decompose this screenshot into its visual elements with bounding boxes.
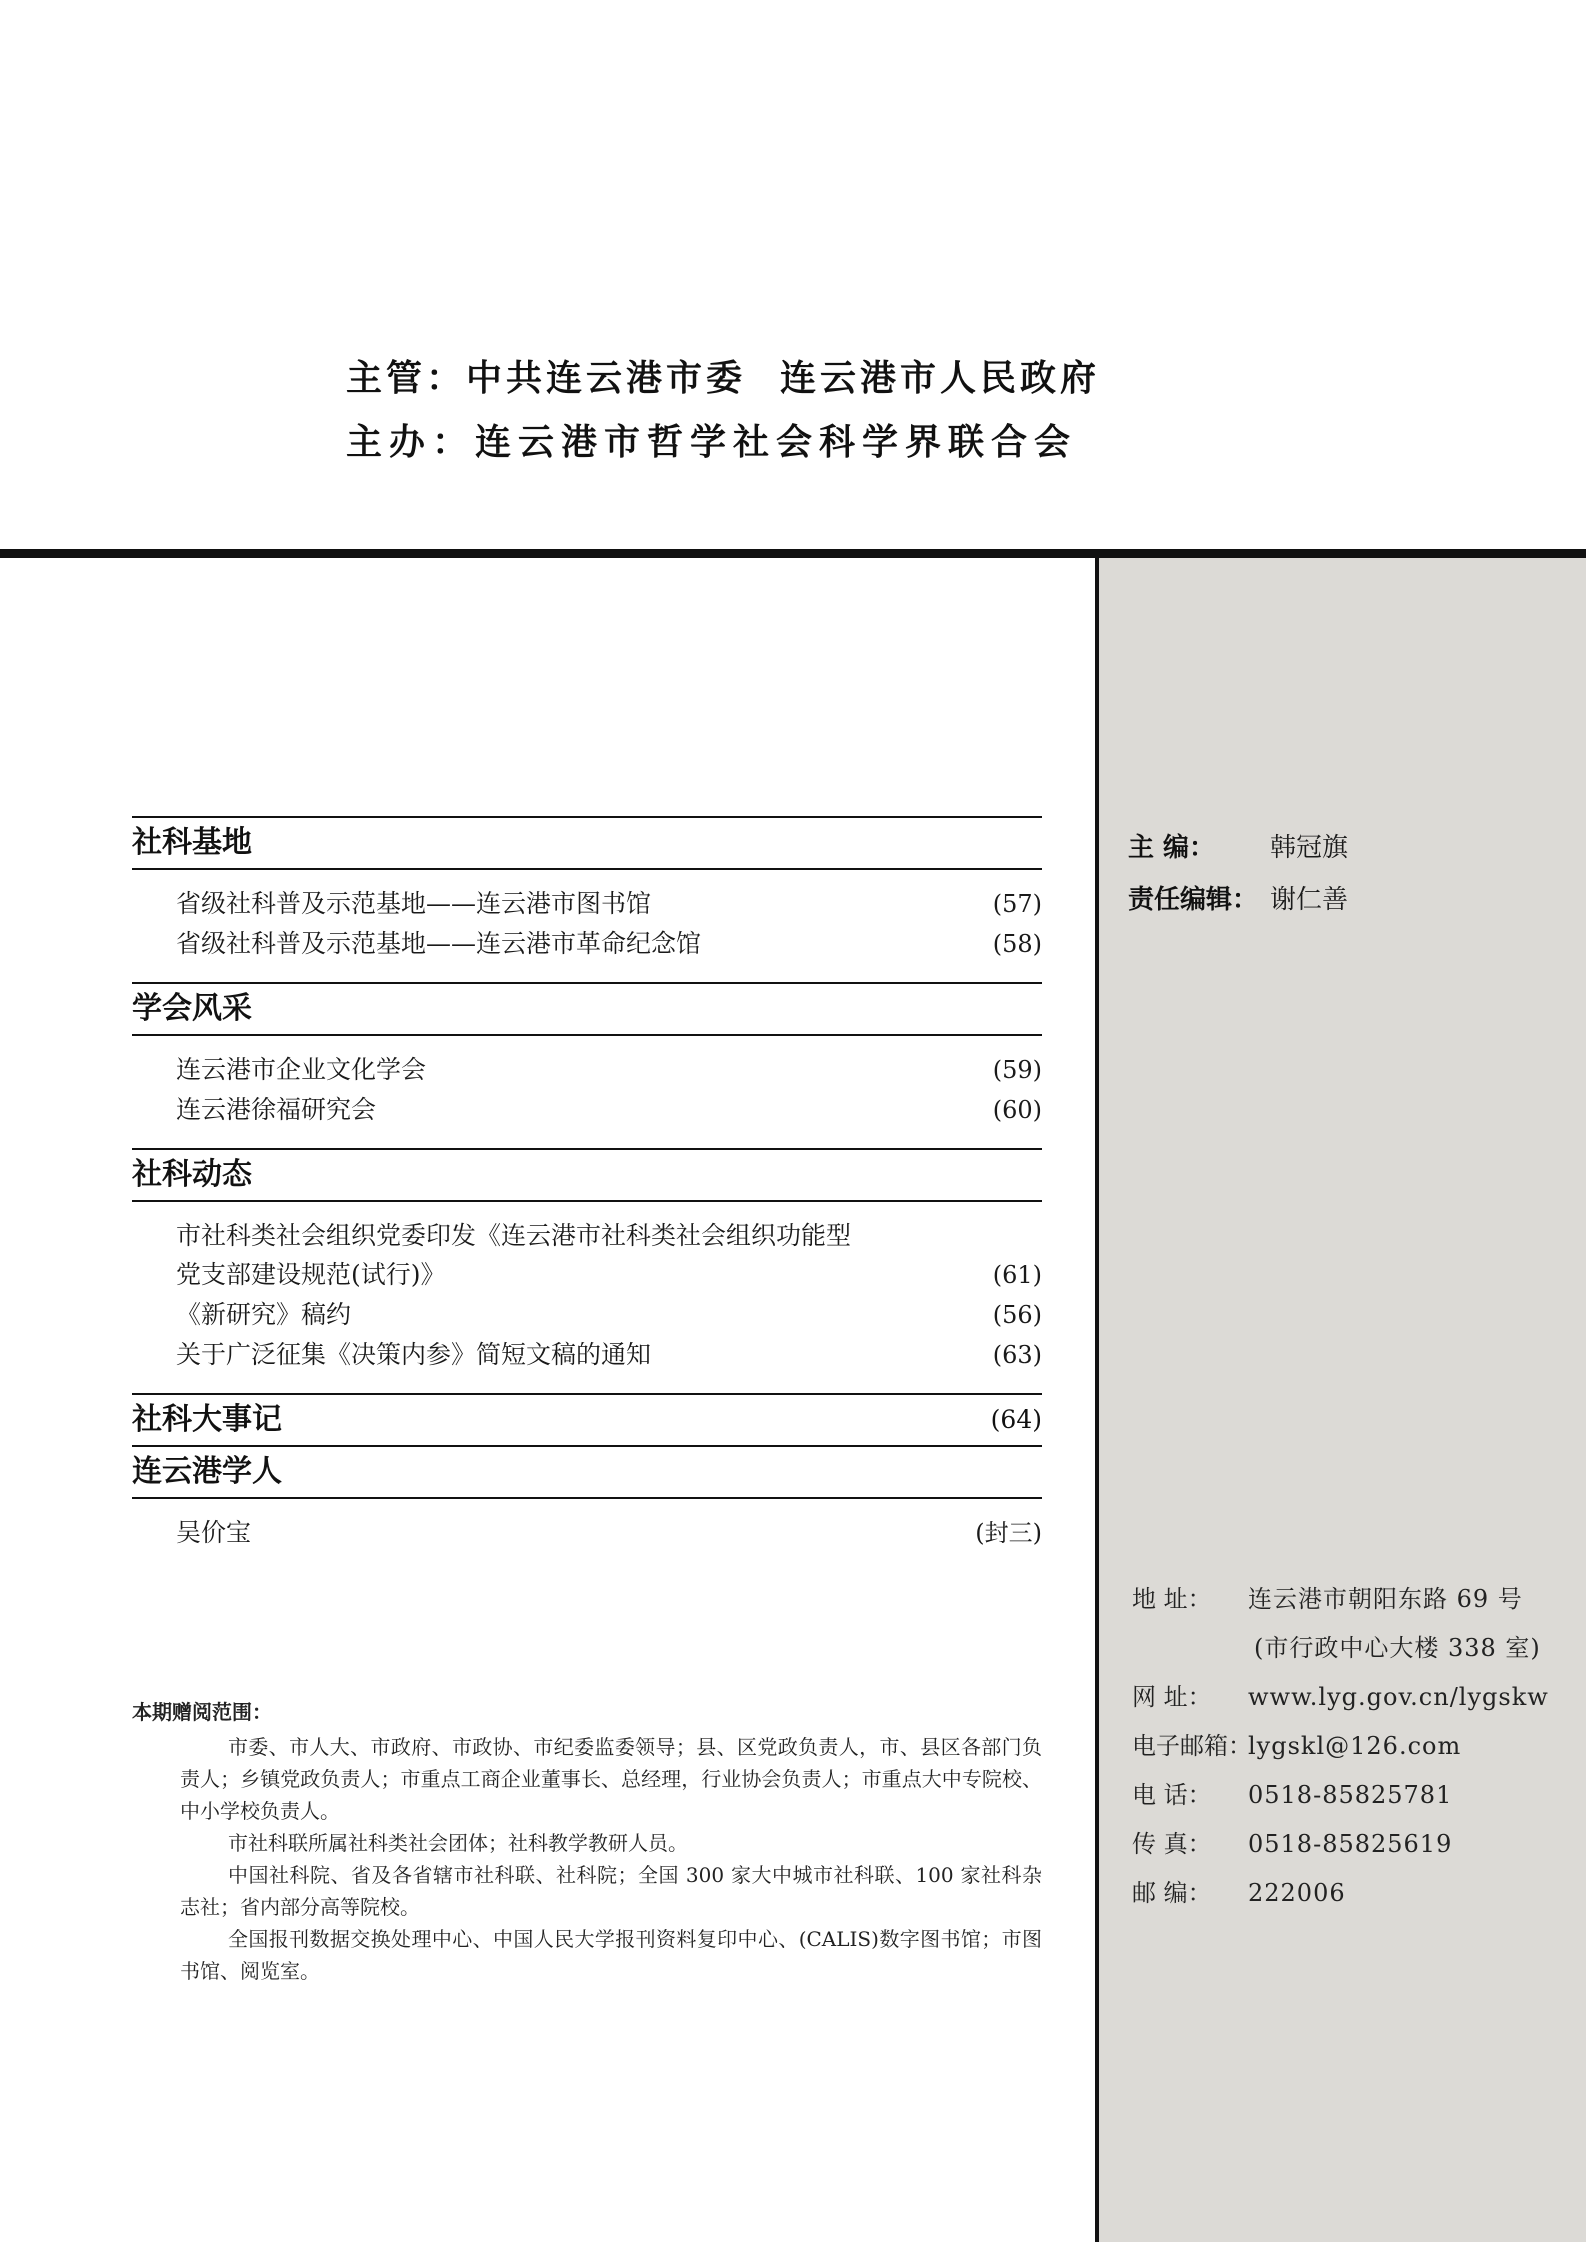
fax-row — [1132, 1820, 1549, 1869]
section-items — [132, 870, 1042, 982]
masthead — [0, 0, 1586, 552]
toc-entry[interactable]: 《新研究》稿约 (56) — [132, 1295, 1042, 1335]
top-divider-bar — [0, 549, 1586, 558]
phone-row — [1132, 1771, 1549, 1820]
page-number: (60) — [992, 1096, 1042, 1124]
section-items — [132, 1202, 1042, 1393]
address-label: 地 址： — [1132, 1585, 1212, 1613]
section-title: 社科基地 — [132, 825, 252, 860]
phone-value: 0518-85825781 — [1248, 1781, 1453, 1809]
supervisor-text-2: 连云港市人民政府 — [780, 358, 1101, 399]
address-value-2: (市行政中心大楼 338 室) — [1254, 1634, 1541, 1662]
page-number: (封三) — [975, 1519, 1042, 1547]
page-number: (63) — [992, 1341, 1042, 1369]
responsible-editor-name: 谢仁善 — [1270, 885, 1349, 915]
contact-info — [1132, 1575, 1549, 1918]
responsible-editor-label: 责任编辑： — [1128, 885, 1259, 915]
chief-editor-row — [1128, 822, 1348, 874]
address-row-2 — [1132, 1624, 1549, 1673]
distribution-paragraph: 中国社科院、省及各省辖市社科联、社科院；全国 300 家大中城市社科联、100 家社科杂志社；省内部分高等院校。 — [180, 1863, 1042, 1919]
address-value: 连云港市朝阳东路 69 号 — [1248, 1585, 1523, 1613]
page-number: (61) — [992, 1261, 1042, 1289]
toc-entry[interactable]: 吴价宝 (封三) — [132, 1513, 1042, 1553]
website-label: 网 址： — [1132, 1683, 1212, 1711]
website-link[interactable]: www.lyg.gov.cn/lygskw — [1248, 1683, 1549, 1711]
section-title: 学会风采 — [132, 991, 252, 1026]
email-row — [1132, 1722, 1549, 1771]
zip-row — [1132, 1869, 1549, 1918]
phone-label: 电 话： — [1132, 1781, 1212, 1809]
page-number: (57) — [992, 890, 1042, 918]
page-number: (56) — [992, 1301, 1042, 1329]
toc-entry[interactable]: 省级社科普及示范基地——连云港市革命纪念馆 (58) — [132, 924, 1042, 964]
table-of-contents — [132, 816, 1042, 1571]
toc-entry[interactable]: 关于广泛征集《决策内参》简短文稿的通知 (63) — [132, 1335, 1042, 1375]
page-number: (59) — [992, 1056, 1042, 1084]
address-row — [1132, 1575, 1549, 1624]
toc-entry[interactable]: 省级社科普及示范基地——连云港市图书馆 (57) — [132, 884, 1042, 924]
distribution-title: 本期赠阅范围： — [132, 1700, 272, 1724]
chief-editor-name: 韩冠旗 — [1270, 833, 1349, 863]
zip-value: 222006 — [1248, 1879, 1346, 1907]
zip-label: 邮 编： — [1132, 1879, 1212, 1907]
chief-editor-label: 主 编： — [1128, 833, 1216, 863]
editor-credits — [1128, 822, 1348, 926]
toc-entry-line[interactable]: 市社科类社会组织党委印发《连云港市社科类社会组织功能型 — [176, 1221, 852, 1250]
distribution-scope — [132, 1696, 1042, 1987]
supervisor-line — [346, 350, 1100, 401]
supervisor-text: 主管：中共连云港市委 — [346, 358, 747, 399]
page-number: (64) — [990, 1405, 1042, 1434]
page-number: (58) — [992, 930, 1042, 958]
distribution-paragraph: 市委、市人大、市政府、市政协、市纪委监委领导；县、区党政负责人，市、县区各部门负责人；乡镇党政负责人；市重点工商企业董事长、总经理，行业协会负责人；市重点大中专院校、中小学校负责人。 — [180, 1735, 1042, 1823]
section-items — [132, 1036, 1042, 1148]
info-sidebar — [1095, 558, 1586, 2242]
toc-entry[interactable]: 连云港市企业文化学会 (59) — [132, 1050, 1042, 1090]
responsible-editor-row — [1128, 874, 1348, 926]
section-title: 社科动态 — [132, 1157, 252, 1192]
email-label: 电子邮箱： — [1132, 1732, 1252, 1760]
toc-entry[interactable]: 党支部建设规范(试行)》 (61) — [132, 1255, 1042, 1295]
distribution-paragraph: 全国报刊数据交换处理中心、中国人民大学报刊资料复印中心、(CALIS)数字图书馆；市图书馆、阅览室。 — [180, 1927, 1042, 1983]
section-title: 连云港学人 — [132, 1454, 282, 1489]
section-items — [132, 1499, 1042, 1571]
fax-value: 0518-85825619 — [1248, 1830, 1453, 1858]
email-link[interactable]: lygskl@126.com — [1248, 1732, 1462, 1760]
toc-entry[interactable]: 连云港徐福研究会 (60) — [132, 1090, 1042, 1130]
distribution-paragraph: 市社科联所属社科类社会团体；社科教学教研人员。 — [228, 1831, 688, 1855]
website-row — [1132, 1673, 1549, 1722]
fax-label: 传 真： — [1132, 1830, 1212, 1858]
sponsor-line: 主办：连云港市哲学社会科学界联合会 — [346, 422, 1078, 463]
section-title[interactable]: 社科大事记 (64) — [132, 1395, 1042, 1445]
